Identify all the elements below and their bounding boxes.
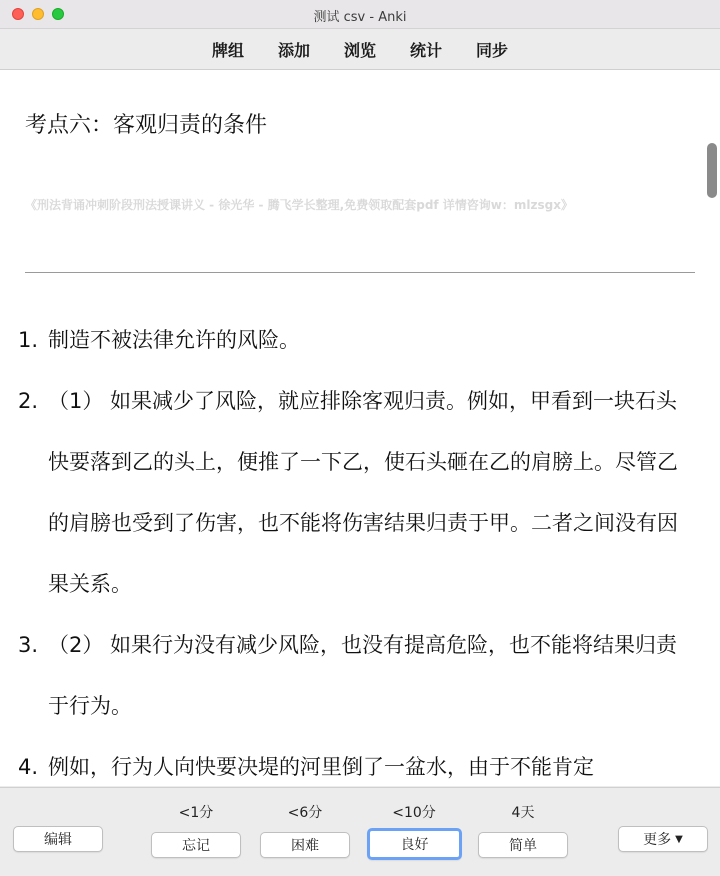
good-button[interactable]: 良好 <box>367 828 462 860</box>
window-title: 测试 csv - Anki <box>313 10 407 25</box>
list-item-number: 2. <box>18 389 39 413</box>
list-item <box>18 371 698 615</box>
card-list <box>18 310 698 786</box>
list-item-number: 1. <box>18 328 39 352</box>
list-item-text: （1） 如果减少了风险，就应排除客观归责。例如，甲看到一块石头快要落到乙的头上，便推了一下乙，使石头砸在乙的肩膀上。尽管乙的肩膀也受到了伤害，也不能将伤害结果归责于甲。二者之间没有因果关系。 <box>48 389 678 596</box>
interval-good: <10分 <box>392 805 436 821</box>
list-item <box>18 615 698 737</box>
list-item <box>18 310 698 371</box>
list-item-number: 3. <box>18 633 39 657</box>
toolbar-decks[interactable]: 牌组 <box>211 40 244 60</box>
again-button[interactable]: 忘记 <box>151 832 241 858</box>
more-label: 更多 <box>643 832 672 848</box>
easy-button[interactable]: 简单 <box>478 832 568 858</box>
list-item-number: 4. <box>18 755 39 779</box>
interval-hard: <6分 <box>287 805 323 821</box>
toolbar-browse[interactable]: 浏览 <box>343 40 376 60</box>
answer-bar <box>0 787 720 876</box>
watermark-text: 《刑法背诵冲刺阶段刑法授课讲义 - 徐光华 - 腾飞学长整理,免费领取配套pdf 详情咨询w：mlzsgx》 <box>25 198 573 212</box>
toolbar-add[interactable]: 添加 <box>277 40 310 60</box>
vertical-scrollbar[interactable] <box>707 143 717 198</box>
toolbar-sync[interactable]: 同步 <box>476 40 509 60</box>
hard-button[interactable]: 困难 <box>260 832 350 858</box>
interval-again: <1分 <box>178 805 214 821</box>
title-bar <box>0 0 720 29</box>
toolbar-stats[interactable]: 统计 <box>410 40 443 60</box>
list-item-text: 例如，行为人向快要决堤的河里倒了一盆水，由于不能肯定 <box>48 755 594 779</box>
interval-easy: 4天 <box>511 805 535 821</box>
more-button[interactable] <box>618 826 708 852</box>
list-item-text: 制造不被法律允许的风险。 <box>48 328 300 352</box>
list-item-text: （2） 如果行为没有减少风险，也没有提高危险，也不能将结果归责于行为。 <box>48 633 678 718</box>
card-content <box>0 70 720 786</box>
divider <box>25 272 695 273</box>
card-heading: 考点六：客观归责的条件 <box>25 113 268 138</box>
chevron-down-icon: ▼ <box>675 833 683 845</box>
main-toolbar <box>0 29 720 70</box>
edit-button[interactable]: 编辑 <box>13 826 103 852</box>
list-item <box>18 737 698 786</box>
